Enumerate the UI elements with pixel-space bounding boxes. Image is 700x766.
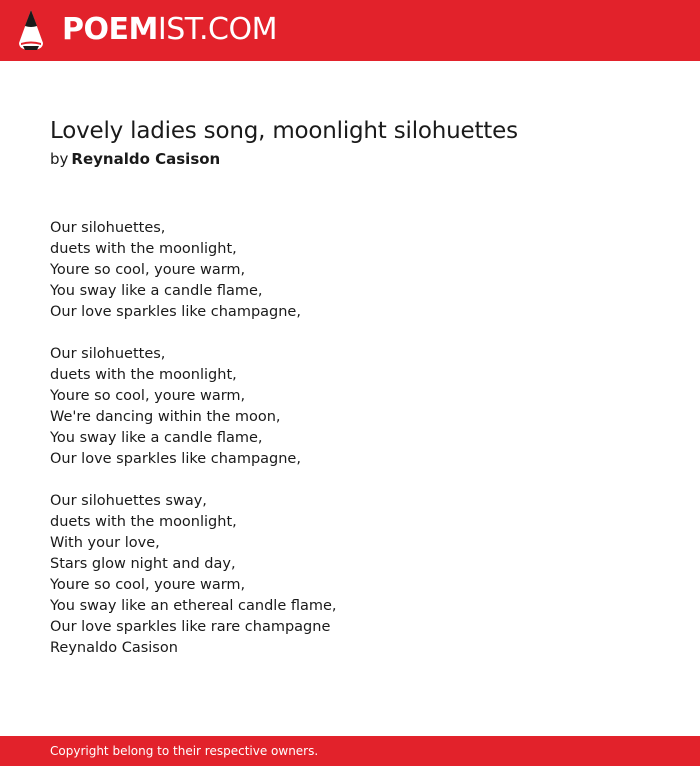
poem-line: Youre so cool, youre warm, — [50, 262, 246, 278]
poem-line: Our silohuettes, — [50, 346, 166, 362]
poem-line: Youre so cool, youre warm, — [50, 388, 246, 404]
poem-line: We're dancing within the moon, — [50, 409, 281, 425]
poem-line: Youre so cool, youre warm, — [50, 577, 246, 593]
poem-stanza — [50, 218, 650, 323]
poem-line: Our love sparkles like champagne, — [50, 451, 301, 467]
site-footer — [0, 736, 700, 766]
byline — [50, 148, 220, 170]
poem-body — [50, 218, 650, 680]
poem-line: Reynaldo Casison — [50, 640, 178, 656]
poem-line: Our silohuettes sway, — [50, 493, 207, 509]
poem-line: Our love sparkles like champagne, — [50, 304, 301, 320]
site-header — [0, 0, 700, 61]
poem-line: duets with the moonlight, — [50, 514, 237, 530]
author-name: Reynaldo Casison — [71, 150, 221, 168]
by-label: by — [50, 150, 69, 168]
poem-line: You sway like a candle flame, — [50, 430, 263, 446]
poem-line: duets with the moonlight, — [50, 367, 237, 383]
poem-line: Our silohuettes, — [50, 220, 166, 236]
poem-line: Our love sparkles like rare champagne — [50, 619, 331, 635]
poem-line: With your love, — [50, 535, 160, 551]
poem-title: Lovely ladies song, moonlight silohuettes — [50, 118, 518, 144]
logo-light-text: IST.COM — [157, 12, 277, 47]
pencil-tip-icon — [17, 9, 45, 52]
poem-line: Stars glow night and day, — [50, 556, 236, 572]
poem-line: You sway like an ethereal candle flame, — [50, 598, 337, 614]
poem-stanza — [50, 491, 650, 659]
logo-strong-text: POEM — [62, 12, 158, 47]
poem-line: duets with the moonlight, — [50, 241, 237, 257]
poem-stanza — [50, 344, 650, 470]
site-logo-text — [62, 10, 277, 50]
poem-line: You sway like a candle flame, — [50, 283, 263, 299]
copyright-text: Copyright belong to their respective owners. — [50, 744, 319, 758]
